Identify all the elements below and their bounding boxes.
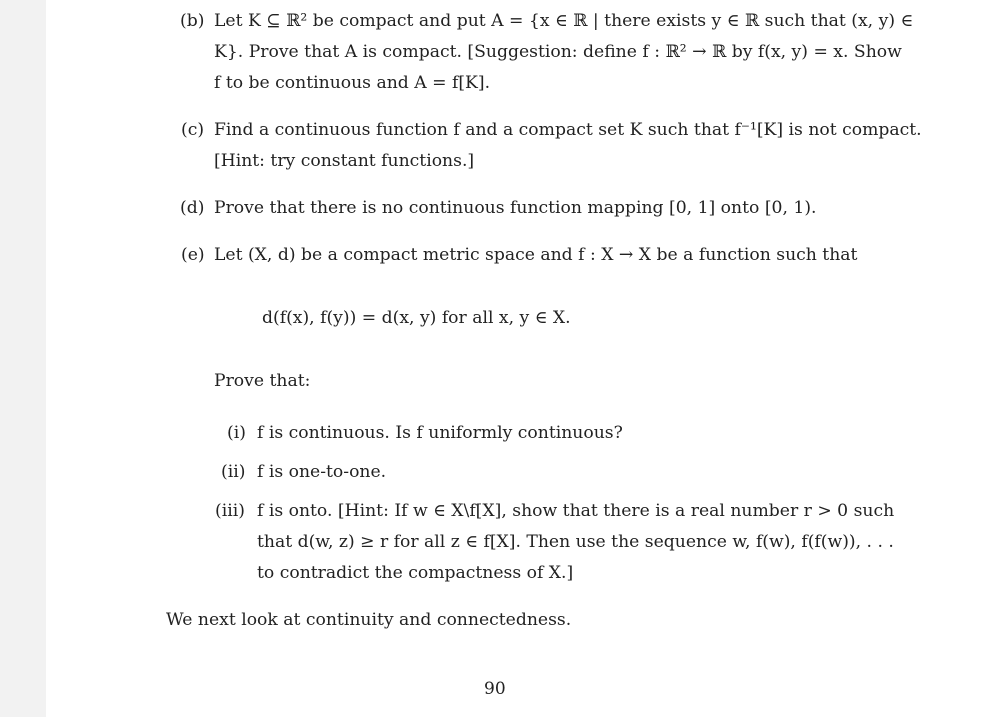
item-d-line-1: Prove that there is no continuous function mapping [0, 1] onto [0, 1). <box>214 198 817 218</box>
item-b-label: (b) <box>180 11 205 31</box>
item-c-label: (c) <box>181 120 205 140</box>
item-e-line-1: Let (X, d) be a compact metric space and f : X → X be a function such that <box>214 245 858 265</box>
item-b-line-2: K}. Prove that A is compact. [Suggestion: define f : ℝ² → ℝ by f(x, y) = x. Show <box>214 42 902 62</box>
subitem-ii-text: f is one-to-one. <box>257 462 387 482</box>
item-c-line-1: Find a continuous function f and a compact set K such that f⁻¹[K] is not compact. <box>214 120 922 140</box>
item-d-label: (d) <box>180 198 205 218</box>
subitem-iii-line-2: that d(w, z) ≥ r for all z ∈ f[X]. Then use the sequence w, f(w), f(f(w)), . . . <box>257 532 894 552</box>
item-b-line-1: Let K ⊆ ℝ² be compact and put A = {x ∈ ℝ | there exists y ∈ ℝ such that (x, y) ∈ <box>214 11 914 31</box>
page-number: 90 <box>484 679 506 699</box>
subitem-iii-line-1: f is onto. [Hint: If w ∈ X\f[X], show that there is a real number r > 0 such <box>257 501 895 521</box>
item-b-line-3: f to be continuous and A = f[K]. <box>214 73 491 93</box>
closing-paragraph: We next look at continuity and connectedness. <box>166 610 572 630</box>
subitem-iii-line-3: to contradict the compactness of X.] <box>257 563 574 583</box>
subitem-i-text: f is continuous. Is f uniformly continuous? <box>257 423 623 443</box>
prove-that-text: Prove that: <box>214 371 311 391</box>
display-equation: d(f(x), f(y)) = d(x, y) for all x, y ∈ X. <box>262 308 571 328</box>
item-e-label: (e) <box>181 245 205 265</box>
item-c-line-2: [Hint: try constant functions.] <box>214 151 475 171</box>
subitem-ii-label: (ii) <box>221 462 246 482</box>
subitem-iii-label: (iii) <box>215 501 245 521</box>
subitem-i-label: (i) <box>227 423 246 443</box>
left-margin <box>0 0 46 717</box>
